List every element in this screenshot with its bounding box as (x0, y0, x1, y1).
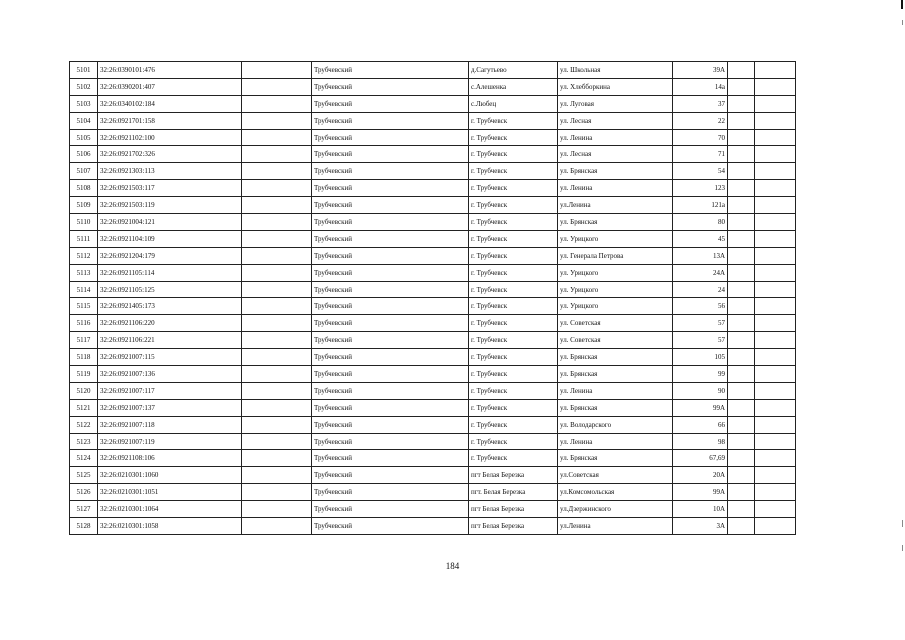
street: ул. Генерала Петрова (558, 247, 673, 264)
house-number: 39А (673, 62, 728, 79)
empty-cell (755, 264, 796, 281)
locality: г. Трубчевск (469, 180, 558, 197)
district: Трубчевский (312, 95, 469, 112)
empty-cell (755, 146, 796, 163)
table-row (70, 247, 796, 264)
house-number: 24А (673, 264, 728, 281)
row-number: 5124 (70, 450, 98, 467)
empty-cell (242, 214, 312, 231)
empty-cell (728, 366, 755, 383)
row-number: 5116 (70, 315, 98, 332)
house-number: 70 (673, 129, 728, 146)
locality: пгт Белая Березка (469, 467, 558, 484)
row-number: 5104 (70, 112, 98, 129)
table-row (70, 467, 796, 484)
table-row (70, 197, 796, 214)
row-number: 5106 (70, 146, 98, 163)
row-number: 5123 (70, 433, 98, 450)
street: ул. Советская (558, 315, 673, 332)
empty-cell (728, 501, 755, 518)
locality: г. Трубчевск (469, 298, 558, 315)
locality: г. Трубчевск (469, 433, 558, 450)
table-row (70, 433, 796, 450)
cadastral-number: 32:26:0921007:136 (98, 366, 242, 383)
locality: г. Трубчевск (469, 450, 558, 467)
street: ул. Брянская (558, 349, 673, 366)
table-row (70, 112, 796, 129)
table-row (70, 382, 796, 399)
empty-cell (242, 433, 312, 450)
table-row (70, 484, 796, 501)
district: Трубчевский (312, 214, 469, 231)
row-number: 5118 (70, 349, 98, 366)
district: Трубчевский (312, 349, 469, 366)
street: ул. Луговая (558, 95, 673, 112)
district: Трубчевский (312, 433, 469, 450)
street: ул. Урицкого (558, 230, 673, 247)
empty-cell (242, 264, 312, 281)
row-number: 5121 (70, 399, 98, 416)
district: Трубчевский (312, 416, 469, 433)
locality: пгт Белая Березка (469, 501, 558, 518)
cadastral-number: 32:26:0921007:115 (98, 349, 242, 366)
cadastral-number: 32:26:0921503:119 (98, 197, 242, 214)
empty-cell (755, 399, 796, 416)
empty-cell (755, 315, 796, 332)
district: Трубчевский (312, 467, 469, 484)
empty-cell (242, 416, 312, 433)
empty-cell (728, 146, 755, 163)
row-number: 5108 (70, 180, 98, 197)
house-number: 90 (673, 382, 728, 399)
locality: г. Трубчевск (469, 315, 558, 332)
street: ул.Комсомольская (558, 484, 673, 501)
district: Трубчевский (312, 366, 469, 383)
house-number: 105 (673, 349, 728, 366)
empty-cell (242, 518, 312, 535)
row-number: 5113 (70, 264, 98, 281)
cadastral-number: 32:26:0921105:114 (98, 264, 242, 281)
table-row (70, 62, 796, 79)
locality: г. Трубчевск (469, 349, 558, 366)
empty-cell (728, 163, 755, 180)
cadastral-number: 32:26:0921007:137 (98, 399, 242, 416)
row-number: 5112 (70, 247, 98, 264)
empty-cell (755, 349, 796, 366)
locality: г. Трубчевск (469, 332, 558, 349)
empty-cell (755, 382, 796, 399)
house-number: 56 (673, 298, 728, 315)
cadastral-number: 32:26:0390201:407 (98, 78, 242, 95)
empty-cell (755, 518, 796, 535)
locality: с.Алешенка (469, 78, 558, 95)
table-row (70, 416, 796, 433)
table-row (70, 214, 796, 231)
district: Трубчевский (312, 332, 469, 349)
locality: г. Трубчевск (469, 197, 558, 214)
empty-cell (755, 247, 796, 264)
table-row (70, 399, 796, 416)
house-number: 3А (673, 518, 728, 535)
table-row (70, 180, 796, 197)
cadastral-number: 32:26:0210301:1058 (98, 518, 242, 535)
table-row (70, 281, 796, 298)
house-number: 99 (673, 366, 728, 383)
empty-cell (728, 484, 755, 501)
locality: г. Трубчевск (469, 129, 558, 146)
empty-cell (755, 281, 796, 298)
empty-cell (755, 214, 796, 231)
cadastral-number: 32:26:0921701:158 (98, 112, 242, 129)
empty-cell (755, 129, 796, 146)
street: ул.Дзержинского (558, 501, 673, 518)
table-row (70, 129, 796, 146)
street: ул. Лесная (558, 146, 673, 163)
cadastral-number: 32:26:0921204:179 (98, 247, 242, 264)
row-number: 5120 (70, 382, 98, 399)
empty-cell (242, 62, 312, 79)
house-number: 37 (673, 95, 728, 112)
row-number: 5107 (70, 163, 98, 180)
empty-cell (755, 467, 796, 484)
house-number: 98 (673, 433, 728, 450)
street: ул. Ленина (558, 433, 673, 450)
cadastral-number: 32:26:0921105:125 (98, 281, 242, 298)
district: Трубчевский (312, 180, 469, 197)
district: Трубчевский (312, 129, 469, 146)
locality: г. Трубчевск (469, 366, 558, 383)
empty-cell (242, 484, 312, 501)
locality: г. Трубчевск (469, 399, 558, 416)
margin-tick (902, 545, 903, 551)
row-number: 5122 (70, 416, 98, 433)
row-number: 5105 (70, 129, 98, 146)
house-number: 57 (673, 315, 728, 332)
empty-cell (242, 450, 312, 467)
cadastral-number: 32:26:0210301:1064 (98, 501, 242, 518)
street: ул. Брянская (558, 366, 673, 383)
table-row (70, 349, 796, 366)
empty-cell (728, 281, 755, 298)
row-number: 5109 (70, 197, 98, 214)
table-row (70, 332, 796, 349)
cadastral-number: 32:26:0921106:220 (98, 315, 242, 332)
locality: г. Трубчевск (469, 230, 558, 247)
row-number: 5110 (70, 214, 98, 231)
empty-cell (242, 112, 312, 129)
house-number: 20А (673, 467, 728, 484)
street: ул. Брянская (558, 163, 673, 180)
house-number: 121а (673, 197, 728, 214)
street: ул. Хлебборкина (558, 78, 673, 95)
empty-cell (755, 332, 796, 349)
empty-cell (242, 467, 312, 484)
empty-cell (755, 433, 796, 450)
district: Трубчевский (312, 163, 469, 180)
district: Трубчевский (312, 518, 469, 535)
house-number: 71 (673, 146, 728, 163)
street: ул.Советская (558, 467, 673, 484)
locality: г. Трубчевск (469, 112, 558, 129)
district: Трубчевский (312, 197, 469, 214)
district: Трубчевский (312, 281, 469, 298)
empty-cell (728, 518, 755, 535)
empty-cell (728, 129, 755, 146)
table-row (70, 501, 796, 518)
district: Трубчевский (312, 399, 469, 416)
empty-cell (242, 95, 312, 112)
street: ул. Володарского (558, 416, 673, 433)
empty-cell (728, 247, 755, 264)
empty-cell (728, 78, 755, 95)
street: ул. Брянская (558, 399, 673, 416)
empty-cell (728, 298, 755, 315)
empty-cell (755, 180, 796, 197)
locality: г. Трубчевск (469, 163, 558, 180)
cadastral-number: 32:26:0921702:326 (98, 146, 242, 163)
empty-cell (728, 315, 755, 332)
house-number: 99А (673, 399, 728, 416)
street: ул. Лесная (558, 112, 673, 129)
street: ул. Брянская (558, 450, 673, 467)
empty-cell (728, 450, 755, 467)
empty-cell (755, 450, 796, 467)
empty-cell (755, 501, 796, 518)
empty-cell (728, 197, 755, 214)
street: ул. Урицкого (558, 298, 673, 315)
empty-cell (242, 129, 312, 146)
registry-rows (70, 62, 796, 535)
locality: г. Трубчевск (469, 264, 558, 281)
street: ул. Урицкого (558, 264, 673, 281)
row-number: 5127 (70, 501, 98, 518)
empty-cell (242, 281, 312, 298)
empty-cell (755, 298, 796, 315)
district: Трубчевский (312, 230, 469, 247)
street: ул. Школьная (558, 62, 673, 79)
district: Трубчевский (312, 112, 469, 129)
locality: г. Трубчевск (469, 146, 558, 163)
table-row (70, 230, 796, 247)
cadastral-number: 32:26:0921007:118 (98, 416, 242, 433)
district: Трубчевский (312, 62, 469, 79)
row-number: 5103 (70, 95, 98, 112)
empty-cell (728, 264, 755, 281)
empty-cell (242, 78, 312, 95)
cadastral-number: 32:26:0921303:113 (98, 163, 242, 180)
margin-tick (902, 520, 903, 527)
empty-cell (728, 214, 755, 231)
empty-cell (242, 399, 312, 416)
cadastral-number: 32:26:0921102:100 (98, 129, 242, 146)
street: ул. Ленина (558, 129, 673, 146)
empty-cell (242, 298, 312, 315)
house-number: 45 (673, 230, 728, 247)
row-number: 5119 (70, 366, 98, 383)
row-number: 5125 (70, 467, 98, 484)
table-row (70, 146, 796, 163)
empty-cell (755, 78, 796, 95)
empty-cell (728, 433, 755, 450)
house-number: 57 (673, 332, 728, 349)
row-number: 5102 (70, 78, 98, 95)
empty-cell (728, 416, 755, 433)
empty-cell (755, 62, 796, 79)
page-edge-mark (901, 0, 903, 9)
row-number: 5128 (70, 518, 98, 535)
cadastral-number: 32:26:0921503:117 (98, 180, 242, 197)
table-row (70, 95, 796, 112)
empty-cell (242, 230, 312, 247)
table-row (70, 298, 796, 315)
empty-cell (242, 382, 312, 399)
cadastral-number: 32:26:0921007:119 (98, 433, 242, 450)
empty-cell (242, 247, 312, 264)
house-number: 123 (673, 180, 728, 197)
district: Трубчевский (312, 382, 469, 399)
house-number: 99А (673, 484, 728, 501)
locality: г. Трубчевск (469, 416, 558, 433)
street: ул. Брянская (558, 214, 673, 231)
empty-cell (755, 163, 796, 180)
empty-cell (728, 112, 755, 129)
empty-cell (242, 366, 312, 383)
row-number: 5111 (70, 230, 98, 247)
row-number: 5114 (70, 281, 98, 298)
empty-cell (755, 366, 796, 383)
empty-cell (242, 163, 312, 180)
empty-cell (242, 146, 312, 163)
cadastral-number: 32:26:0921007:117 (98, 382, 242, 399)
district: Трубчевский (312, 501, 469, 518)
table-row (70, 518, 796, 535)
row-number: 5115 (70, 298, 98, 315)
house-number: 24 (673, 281, 728, 298)
empty-cell (242, 315, 312, 332)
house-number: 66 (673, 416, 728, 433)
street: ул. Ленина (558, 382, 673, 399)
empty-cell (728, 332, 755, 349)
district: Трубчевский (312, 78, 469, 95)
empty-cell (728, 180, 755, 197)
empty-cell (728, 399, 755, 416)
house-number: 22 (673, 112, 728, 129)
locality: д.Сагутьево (469, 62, 558, 79)
empty-cell (755, 95, 796, 112)
empty-cell (242, 501, 312, 518)
district: Трубчевский (312, 484, 469, 501)
empty-cell (728, 382, 755, 399)
district: Трубчевский (312, 315, 469, 332)
table-row (70, 264, 796, 281)
empty-cell (728, 467, 755, 484)
table-row (70, 450, 796, 467)
district: Трубчевский (312, 146, 469, 163)
street: ул. Урицкого (558, 281, 673, 298)
empty-cell (242, 332, 312, 349)
house-number: 80 (673, 214, 728, 231)
empty-cell (242, 180, 312, 197)
empty-cell (242, 349, 312, 366)
locality: с.Любец (469, 95, 558, 112)
cadastral-number: 32:26:0921405:173 (98, 298, 242, 315)
house-number: 67,69 (673, 450, 728, 467)
house-number: 13А (673, 247, 728, 264)
property-registry-table (69, 61, 796, 535)
house-number: 54 (673, 163, 728, 180)
empty-cell (242, 197, 312, 214)
page-number: 184 (445, 561, 460, 571)
empty-cell (755, 484, 796, 501)
empty-cell (755, 230, 796, 247)
empty-cell (728, 349, 755, 366)
street: ул.Ленина (558, 197, 673, 214)
cadastral-number: 32:26:0390101:476 (98, 62, 242, 79)
locality: г. Трубчевск (469, 382, 558, 399)
district: Трубчевский (312, 450, 469, 467)
street: ул. Ленина (558, 180, 673, 197)
locality: г. Трубчевск (469, 281, 558, 298)
district: Трубчевский (312, 298, 469, 315)
empty-cell (728, 230, 755, 247)
cadastral-number: 32:26:0921106:221 (98, 332, 242, 349)
table-row (70, 366, 796, 383)
empty-cell (755, 416, 796, 433)
locality: пгт. Белая Березка (469, 484, 558, 501)
locality: г. Трубчевск (469, 247, 558, 264)
table-row (70, 78, 796, 95)
empty-cell (755, 197, 796, 214)
cadastral-number: 32:26:0210301:1060 (98, 467, 242, 484)
district: Трубчевский (312, 264, 469, 281)
cadastral-number: 32:26:0921104:109 (98, 230, 242, 247)
table-row (70, 315, 796, 332)
house-number: 10А (673, 501, 728, 518)
empty-cell (728, 95, 755, 112)
cadastral-number: 32:26:0921108:106 (98, 450, 242, 467)
row-number: 5117 (70, 332, 98, 349)
cadastral-number: 32:26:0340102:184 (98, 95, 242, 112)
locality: пгт Белая Березка (469, 518, 558, 535)
house-number: 14а (673, 78, 728, 95)
street: ул.Ленина (558, 518, 673, 535)
street: ул. Советская (558, 332, 673, 349)
district: Трубчевский (312, 247, 469, 264)
empty-cell (728, 62, 755, 79)
margin-tick (902, 20, 903, 25)
row-number: 5126 (70, 484, 98, 501)
locality: г. Трубчевск (469, 214, 558, 231)
empty-cell (755, 112, 796, 129)
table-row (70, 163, 796, 180)
row-number: 5101 (70, 62, 98, 79)
cadastral-number: 32:26:0210301:1051 (98, 484, 242, 501)
cadastral-number: 32:26:0921004:121 (98, 214, 242, 231)
